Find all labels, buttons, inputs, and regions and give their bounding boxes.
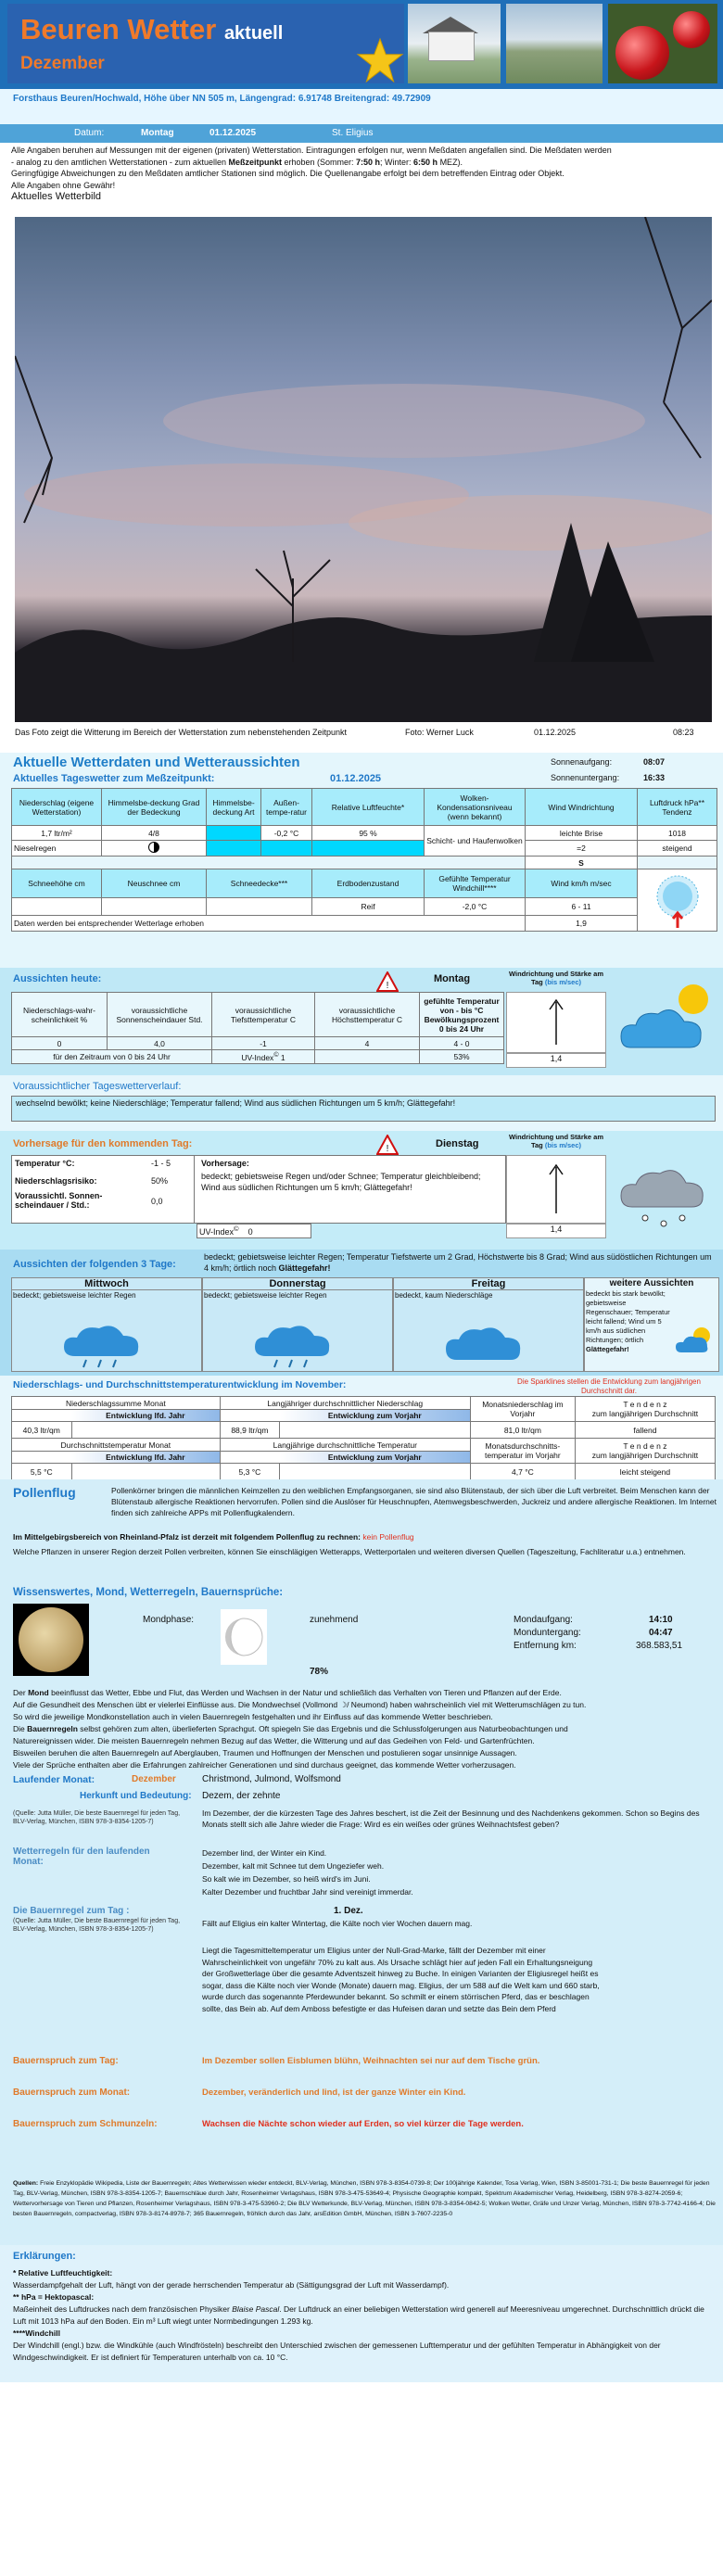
empty-cell [312, 841, 425, 857]
wind-strength-value: leichte Brise [526, 826, 638, 841]
day-name: Mittwoch [12, 1278, 201, 1290]
col-ground: Erdbodenzustand [312, 869, 425, 898]
origin-label: Herkunft und Bedeutung: [80, 1791, 192, 1801]
tomorrow-temp-label: Temperatur °C: [15, 1159, 75, 1168]
sun-cloud-icon [674, 1321, 717, 1364]
pollen-panel [0, 1479, 723, 1583]
day-name: Freitag [394, 1278, 583, 1290]
wind-rose-cell [638, 869, 717, 932]
month-names: Christmond, Julmond, Wolfsmond [202, 1774, 341, 1784]
today-col-sun: voraussichtliche Sonnenscheindauer Std. [108, 993, 212, 1037]
tomorrow-temp: -1 - 5 [151, 1159, 171, 1168]
tomorrow-precip: 50% [151, 1176, 169, 1186]
weather-photo-section [0, 215, 723, 753]
col-pressure: Luftdruck hPa** Tendenz [638, 789, 717, 826]
photo-credit: Foto: Werner Luck [405, 728, 474, 737]
today-col-precip: Niederschlags-wahr-scheinlichkeit % [12, 993, 108, 1037]
today-weekday: Montag [434, 973, 471, 984]
month-title: Dezember [20, 54, 105, 73]
today-col-feels: gefühlte Temperatur von - bis °C Bewölkungsprozent 0 bis 24 Uhr [420, 993, 504, 1037]
trend-h5: Durchschnittstemperatur Monat [12, 1439, 221, 1452]
windchill-value: -2,0 °C [425, 898, 526, 916]
empty-cell [261, 841, 312, 857]
current-heading: Aktuelle Wetterdaten und Wetteraussichten [13, 755, 300, 770]
month-name: Dezember [132, 1774, 176, 1784]
empty-cell [315, 1050, 420, 1064]
cover-value: 4/8 [102, 826, 207, 841]
current-image-label: Aktuelles Wetterbild [11, 191, 102, 202]
col-snow-depth: Schneehöhe cm [12, 869, 102, 898]
moon-phase: zunehmend [310, 1615, 359, 1625]
sources-panel [0, 2176, 723, 2245]
winter-photo [506, 4, 602, 83]
rule-line: So kalt wie im Dezember, so heiß wird's im Juni. [202, 1874, 371, 1884]
empty-cell [220, 1452, 280, 1464]
intro-line-3: Geringfügige Abweichungen zu den Meßdaten amtlicher Stationen sind möglich. Die Quellenangabe erfolgt bei dem betreffenden Eintrag oder Objekt. [11, 169, 564, 178]
empty-cell [207, 841, 261, 857]
divider [194, 1156, 195, 1223]
col-snow-cover: Schneedecke*** [207, 869, 312, 898]
today-col-min: voraussichtliche Tiefsttemperatur C [212, 993, 315, 1037]
pollen-text: Pollenkörner bringen die männlichen Keimzellen zu den weiblichen Empfangsorganen, sie sind also Blütenstaub, der sich über die Luft verbreitet. Beim Menschen kann der Blütenstaub allergische Reaktionen hervorrufen. Pollen sind die Auslöser für Heuschnupfen, Atemwegsbeschwerden, Juckreiz und andere allergische Reaktionen. Im Internet finden sich zahlreiche APPs mit Pollenflugkalendern. [111, 1486, 717, 1517]
house-photo [408, 4, 501, 83]
empty-cell [638, 857, 717, 869]
snow-cover-value [207, 898, 312, 916]
tomorrow-wind-header: Windrichtung und Stärke am Tag (bis m/sec) [508, 1133, 604, 1149]
tomorrow-sun: 0,0 [151, 1197, 163, 1206]
tomorrow-wind-arrow [506, 1155, 606, 1224]
location-bar [0, 89, 723, 124]
tomorrow-sun-label: Voraussichtl. Sonnen-scheindauer / Std.: [15, 1191, 103, 1210]
col-cover: Himmelsbe-deckung Grad der Bedeckung [102, 789, 207, 826]
further-text: bedeckt bis stark bewölkt; gebietsweise Regenschauer; Temperatur leicht fallend; Wind um 5 km/h aus südlichen Richtungen; örtlich Glättegefahr! [586, 1289, 670, 1353]
rule-day-text: Liegt die Tagesmitteltemperatur um Eligius unter der Null-Grad-Marke, fällt der Dezember mit einer Wahrscheinlichkeit von ungefähr 70% zu kalt aus. Als Ursache schlägt hier auf jeden Fall ein Erhaltungsneigung der Großwetterlage über die gesamte Adventszeit hinweg zu Buche. In einigen Varianten der Eligiusregel heißt es sogar, dass die Kälte noch vier Wonde (Monate) dauern mag. Eligius, der um 588 auf die Welt kam und 660 starb, wurde durch das sogenannte Pferdewunder bekannt. So schmilt er einem störrischen Pferd, das er beschlagen sollte, das Bein ab. Auf dem Amboss befestigte er das Hufeisen daran und setzte das Bein dem Pferd [202, 1946, 600, 2013]
trend-h8: T e n d e n z zum langjährigen Durchschnitt [575, 1439, 715, 1464]
trend-v5: 5,5 °C [12, 1464, 72, 1480]
sparkline-cell [280, 1422, 471, 1439]
empty-cell [12, 1410, 72, 1422]
intro-line-2: - analog zu den amtlichen Wetterstationen - zum aktuellen Meßzeitpunkt erhoben (Sommer: 7:50 h; Winter: 6:50 h MEZ). [11, 157, 463, 167]
col-wind-speed: Wind km/h m/sec [526, 869, 638, 898]
trend-table [11, 1396, 716, 1479]
trend-v8: leicht steigend [575, 1464, 715, 1480]
col-new-snow: Neuschnee cm [102, 869, 207, 898]
cloud-icon [440, 1315, 542, 1369]
location-text: Forsthaus Beuren/Hochwald, Höhe über NN 505 m, Längengrad: 6.91748 Breitengrad: 49.72909 [13, 94, 431, 104]
intro-line-4: Alle Angaben ohne Gewähr! [11, 180, 116, 190]
sparkline-cell [280, 1464, 471, 1480]
intro-line-1: Alle Angaben beruhen auf Messungen mit der eigenen (privaten) Wetterstation. Eintragungen erfolgen nur, wenn Meßdaten angefallen sind. Die Meßdaten werden [11, 146, 612, 155]
origin-value: Dezem, der zehnte [202, 1791, 281, 1801]
cover-icon-cell [102, 841, 207, 857]
tomorrow-panel [0, 1131, 723, 1250]
pollen-note: Welche Pflanzen in unserer Region derzeit Pollen verbreiten, können Sie einschlägigen Wetterapps, Wetterportalen und weiteren diversen Quellen (Tageszeitung, Fachliteratur u.a.) entnehmen. [13, 1547, 686, 1556]
further-title: weitere Aussichten [609, 1278, 694, 1288]
photo-date: 01.12.2025 [534, 728, 577, 737]
arrow-up-icon [507, 993, 605, 1052]
brand-banner [7, 4, 404, 83]
today-wind-arrow [506, 992, 606, 1053]
pollen-heading: Pollenflug [13, 1485, 76, 1500]
day-card-wednesday [11, 1277, 202, 1372]
saint-of-day: St. Eligius [332, 128, 374, 138]
weather-photo [15, 217, 712, 722]
trend-h1b: Entwicklung lfd. Jahr [71, 1410, 220, 1422]
today-feels: 4 - 0 [420, 1037, 504, 1050]
lore-panel [0, 1683, 723, 2176]
trend-v3: 81,0 ltr/qm [470, 1422, 575, 1439]
sunset-time: 16:33 [643, 773, 666, 782]
today-max: 4 [315, 1037, 420, 1050]
saying-day-label: Bauernspruch zum Tag: [13, 2056, 119, 2066]
date: 01.12.2025 [209, 128, 257, 138]
sunrise-time: 08:07 [643, 757, 666, 767]
today-sun: 4,0 [108, 1037, 212, 1050]
current-date: 01.12.2025 [330, 773, 382, 784]
current-weather-panel [0, 753, 723, 968]
source-note-2: (Quelle: Jutta Müller, Die beste Bauernregel für jeden Tag, BLV-Verlag, München, ISBN 978-3-8354-1205-7) [13, 1918, 181, 1933]
today-wind-header: Windrichtung und Stärke am Tag (bis m/sec) [508, 970, 604, 986]
trend-h6: Langjährige durchschnittliche Temperatur [220, 1439, 470, 1452]
spacer-row [12, 857, 526, 869]
tomorrow-heading: Vorhersage für den kommenden Tag: [13, 1138, 193, 1149]
new-snow-value [102, 898, 207, 916]
moon-distance-label: Entfernung km: [514, 1641, 577, 1651]
today-outlook-panel [0, 968, 723, 1075]
three-day-summary: bedeckt; gebietsweise leichter Regen; Temperatur Tiefstwerte um 2 Grad, Höchstwerte bis 8 Grad; Wind aus südöstlichen Richtungen um 4 km/h; örtlich noch Glättegefahr! [204, 1252, 712, 1273]
snow-depth-value [12, 898, 102, 916]
explanations-panel [0, 2245, 723, 2382]
sunset-label: Sonnenuntergang: [551, 773, 620, 782]
cloud-type-value: Schicht- und Haufenwolken [425, 826, 526, 857]
trend-v6: 5,3 °C [220, 1464, 280, 1480]
explain-text: * Relative Luftfeuchtigkeit: Wasserdampfgehalt der Luft, hängt von der gerade herrschenden Temperatur ab (Sättigungsgrad der Luft mit Wasserdampf). ** hPa = Hektopascal: Maßeinheit des Luftdruckes nach dem französischen Physiker Blaise Pascal. Der Luftdruck an einer beliebigen Wetterstation wird generell auf Meeresniveau umgerechnet. Durchschnittlich drückt die Luft mit 1013 hPa auf den Boden. Ein m³ Luft wiegt unter Normbedingungen 1.293 kg. ****Windchill Der Windchill (engl.) bzw. die Windkühle (auch Windfrösteln) beschreibt den Unterschied zwischen der gemessenen Lufttemperatur und der gefühlten Temperatur in Abhängigkeit von der Windgeschwindigkeit. Er ist definiert für Temperaturen unterhalb von ca. 10 °C. [13, 2268, 704, 2362]
cloud-rain-snow-icon [612, 1149, 717, 1238]
col-wind: Wind Windrichtung [526, 789, 638, 826]
tomorrow-wind-ms: 1,4 [506, 1224, 606, 1238]
moon-distance: 368.583,51 [636, 1641, 683, 1651]
col-cloud-level: Wolken-Kondensationsniveau (wenn bekannt) [425, 789, 526, 826]
today-table [11, 992, 504, 1064]
pressure-value: 1018 [638, 826, 717, 841]
header [0, 0, 723, 89]
today-wind-ms: 1,4 [506, 1053, 606, 1068]
trend-v7: 4,7 °C [470, 1464, 575, 1480]
warning-icon [376, 971, 399, 992]
weekday: Montag [141, 128, 174, 138]
moonset-label: Monduntergang: [514, 1628, 581, 1638]
day-card-thursday [202, 1277, 393, 1372]
tomorrow-precip-label: Niederschlagsrisiko: [15, 1176, 97, 1186]
data-note: Daten werden bei entsprechender Wetterlage erhoben [12, 916, 526, 932]
three-day-panel [0, 1250, 723, 1376]
trend-h7: Monatsdurchschnitts-temperatur im Vorjahr [470, 1439, 575, 1464]
col-cover-type: Himmelsbe-deckung Art [207, 789, 261, 826]
today-min: -1 [212, 1037, 315, 1050]
trend-v2: 88,9 ltr/qm [220, 1422, 280, 1439]
photo-caption: Das Foto zeigt die Witterung im Bereich der Wetterstation zum nebenstehenden Zeitpunkt [15, 728, 348, 737]
trend-h3: Monatsniederschlag im Vorjahr [470, 1397, 575, 1422]
wind-ms-value: 1,9 [526, 916, 638, 932]
tomorrow-uv-cell: UV-Index© 0 [197, 1224, 311, 1238]
explain-heading: Erklärungen: [13, 2251, 76, 2262]
rule-day: Fällt auf Eligius ein kalter Wintertag, die Kälte noch vier Wochen dauern mag. [202, 1919, 473, 1928]
trend-h1: Niederschlagssumme Monat [12, 1397, 221, 1410]
day-text: bedeckt; gebietsweise leichter Regen [204, 1291, 327, 1300]
today-cloud-pct: 53% [420, 1050, 504, 1064]
rule-line: Kalter Dezember und fruchtbar Jahr sind vereinigt immerdar. [202, 1887, 413, 1897]
saying-day: Im Dezember sollen Eisblumen blühn, Weihnachten sei nur auf dem Tische grün. [202, 2056, 540, 2066]
col-windchill: Gefühlte Temperatur Windchill**** [425, 869, 526, 898]
moon-panel [0, 1583, 723, 1683]
today-course-heading: Voraussichtlicher Tageswetterverlauf: [13, 1081, 182, 1092]
ornament-photo [608, 4, 717, 83]
pollen-forecast: Im Mittelgebirgsbereich von Rheinland-Pfalz ist derzeit mit folgendem Pollenflug zu rechnen: kein Pollenflug [13, 1532, 414, 1542]
today-uv-cell: UV-Index© 1 [212, 1050, 315, 1064]
ground-value: Reif [312, 898, 425, 916]
empty-cell [220, 1410, 280, 1422]
lore-paragraph: Der Mond beeinflusst das Wetter, Ebbe und Flut, das Werden und Wachsen in der Natur und schließlich das Verhalten von Tieren und Pflanzen auf der Erde. Auf die Gesundheit des Menschen übt er vielerlei Einflüsse aus. Die Mondwechsel (Vollmond ☽/ Neumond) haben wahrscheinlich viel mit Wetterumschlägen zu tun. So wird die jeweilige Mondkonstellation auch in vielen Bauernregeln festgehalten und ihr Einfluss auf das kommende Wetter beschrieben. Die Bauernregeln selbst gehören zum alten, überlieferten Sprachgut. Oft spiegeln Sie das Ergebnis und die Schlussfolgerungen aus Naturbeobachtungen und Naturereignissen wider. Die meisten Bauernregeln nehmen Bezug auf das Wetter, die Witterung und auf das Gedeihen von Feld- und Gartenfrüchten. Bisweilen beruhen die alten Bauernregeln auf Aberglauben, Traumen und Hoffnungen der Menschen und postulieren sogar unsinnige Aussagen. Viele der Sprüche enthalten aber die Erfahrungen zahlreicher Generationen und sind durchaus geeignet, das kommende Wetter vorherzusagen. [13, 1688, 587, 1770]
svg-text:!: ! [386, 981, 389, 991]
temp-value: -0,2 °C [261, 826, 312, 841]
day-card-friday [393, 1277, 584, 1372]
date-bar [0, 124, 723, 143]
saying-end-label: Bauernspruch zum Schmunzeln: [13, 2119, 158, 2129]
star-icon [356, 37, 404, 83]
rule-day-date: 1. Dez. [334, 1906, 363, 1916]
wind-rose-icon [645, 870, 710, 928]
partly-cloudy-icon [612, 975, 717, 1068]
further-outlook-card [584, 1277, 719, 1372]
today-col-max: voraussichtliche Höchsttemperatur C [315, 993, 420, 1037]
moon-photo [13, 1604, 89, 1676]
col-precip: Niederschlag (eigene Wetterstation) [12, 789, 102, 826]
trend-h4: T e n d e n z zum langjährigen Durchschnitt [575, 1397, 715, 1422]
rules-month-label: Wetterregeln für den laufenden Monat: [13, 1846, 150, 1867]
cloud-rain-icon [58, 1315, 160, 1369]
precip-note: Nieselregen [12, 841, 102, 857]
day-text: bedeckt, kaum Niederschläge [395, 1291, 493, 1300]
wind-kmh-value: 6 - 11 [526, 898, 638, 916]
trend-h2b: Entwicklung zum Vorjahr [280, 1410, 471, 1422]
today-precip: 0 [12, 1037, 108, 1050]
trend-h2: Langjähriger durchschnittlicher Niederschlag [220, 1397, 470, 1410]
rule-line: Dezember lind, der Winter ein Kind. [202, 1848, 327, 1858]
sparkline-cell [71, 1422, 220, 1439]
origin-text: Im Dezember, der die kürzesten Tage des Jahres beschert, ist die Zeit der Besinnung und des Nachdenkens gekommen. Schon so Begins des Monats stellt sich alle Jahre wieder die Frage: Wird es ein weißes oder grünes Weihnachtsfest geben? [202, 1808, 700, 1829]
moonset: 04:47 [649, 1628, 673, 1638]
pressure-trend: steigend [638, 841, 717, 857]
trend-v4: fallend [575, 1422, 715, 1439]
saying-month: Dezember, veränderlich und lind, ist der ganze Winter ein Kind. [202, 2087, 466, 2098]
today-footnote: für den Zeitraum von 0 bis 24 Uhr [12, 1050, 212, 1064]
tomorrow-forecast-label: Vorhersage: [201, 1159, 249, 1168]
rules-month [202, 1846, 712, 1898]
trend-h5b: Entwicklung lfd. Jahr [71, 1452, 220, 1464]
today-course-panel [0, 1075, 723, 1131]
today-heading: Aussichten heute: [13, 973, 102, 984]
month-label: Laufender Monat: [13, 1774, 95, 1785]
cover-type-cell [207, 826, 261, 841]
current-data-table [11, 788, 717, 932]
trend-h6b: Entwicklung zum Vorjahr [280, 1452, 471, 1464]
svg-text:!: ! [386, 1144, 389, 1154]
warning-icon [376, 1135, 399, 1155]
day-name: Donnerstag [203, 1278, 392, 1290]
moon-phase-icon [221, 1609, 267, 1665]
date-label: Datum: [74, 128, 105, 138]
trend-heading: Niederschlags- und Durchschnittstemperaturentwicklung im November: [13, 1379, 347, 1390]
moon-phase-label: Mondphase: [143, 1615, 195, 1625]
tomorrow-forecast: bedeckt; gebietsweise Regen und/oder Schnee; Temperatur gleichbleibend; Wind aus südlichen Richtungen um 5 km/h; Glättegefahr! [201, 1172, 481, 1192]
precip-value: 1,7 ltr/m² [12, 826, 102, 841]
trend-panel [0, 1376, 723, 1479]
moonrise-label: Mondaufgang: [514, 1615, 573, 1625]
cloud-rain-icon [249, 1315, 351, 1369]
sources-text: Quellen: Freie Enzyklopädie Wikipedia, Liste der Bauernregeln; Altes Wetterwissen wieder entdeckt, BLV-Verlag, München, ISBN 978-3-8354-0739-8; Der 100jährige Kalender, Tosa Verlag, Wien, ISBN 3-85001-731-1; Die beste Bauernregel für jeden Tag, BLV-Verlag, München, ISBN 978-3-8354-1205-7; Bauernschläue durch Jahr, Rosenheimer Verlagshaus, ISBN 978-3-475-53649-4; Physische Geographie kompakt, Spektrum Akademischer Verlag, Heidelberg, ISBN 978-3-8274-2059-6; Wettervorhersage von Tieren und Pflanzen, Rosenheimer Verlagshaus, ISBN 978-3-475-53960-2; Die BLV Wetterkunde, BLV-Verlag, München, ISBN 978-3-8354-0842-5; Wolken Wetter, Gräfe und Unzer Verlag, München, ISBN 978-3-7742-4166-4; Die besten Bauernregeln, compactverlag, ISBN 978-3-8174-8978-7; 365 Bauernregeln, fröhlich durch das Jahr, arsEdition GmbH, München, ISBN 3-7607-2235-0 [13, 2180, 716, 2217]
tomorrow-box [11, 1155, 506, 1224]
sunrise-label: Sonnenaufgang: [551, 757, 613, 767]
wind-bft-value: =2 [526, 841, 638, 857]
photo-time: 08:23 [673, 728, 694, 737]
empty-cell [12, 1452, 72, 1464]
saying-month-label: Bauernspruch zum Monat: [13, 2087, 131, 2098]
day-text: bedeckt; gebietsweise leichter Regen [13, 1291, 136, 1300]
today-course-text: wechselnd bewölkt; keine Niederschläge; Temperatur fallend; Wind aus südlichen Richtungen um 5 km/h; Glättegefahr! [11, 1096, 716, 1122]
source-note: (Quelle: Jutta Müller, Die beste Bauernregel für jeden Tag, BLV-Verlag, München, ISBN 978-3-8354-1205-7) [13, 1810, 181, 1825]
half-moon-cover-icon [148, 842, 159, 853]
saying-end: Wachsen die Nächte schon wieder auf Erden, so viel kürzer die Tage werden. [202, 2119, 524, 2129]
rule-day-label: Die Bauernregel zum Tag : [13, 1906, 130, 1916]
current-subheading: Aktuelles Tageswetter zum Meßzeitpunkt: [13, 773, 215, 784]
tomorrow-weekday: Dienstag [436, 1138, 479, 1149]
three-day-heading: Aussichten der folgenden 3 Tage: [13, 1259, 176, 1270]
moon-percent: 78% [310, 1667, 329, 1677]
intro [0, 143, 723, 215]
trend-v1: 40,3 ltr/qm [12, 1422, 72, 1439]
wind-direction: S [526, 857, 638, 869]
moon-heading: Wissenswertes, Mond, Wetterregeln, Bauernsprüche: [13, 1587, 284, 1598]
sparkline-cell [71, 1464, 220, 1480]
humidity-value: 95 % [312, 826, 425, 841]
rule-line: Dezember, kalt mit Schnee tut dem Ungeziefer weh. [202, 1861, 385, 1871]
trend-note: Die Sparklines stellen die Entwicklung zum langjährigen Durchschnitt dar. [517, 1377, 701, 1395]
col-humidity: Relative Luftfeuchte* [312, 789, 425, 826]
site-title[interactable]: Beuren Wetter aktuell [20, 13, 284, 45]
arrow-up-icon [507, 1156, 605, 1223]
moonrise: 14:10 [649, 1615, 673, 1625]
col-temp: Außen-tempe-ratur [261, 789, 312, 826]
